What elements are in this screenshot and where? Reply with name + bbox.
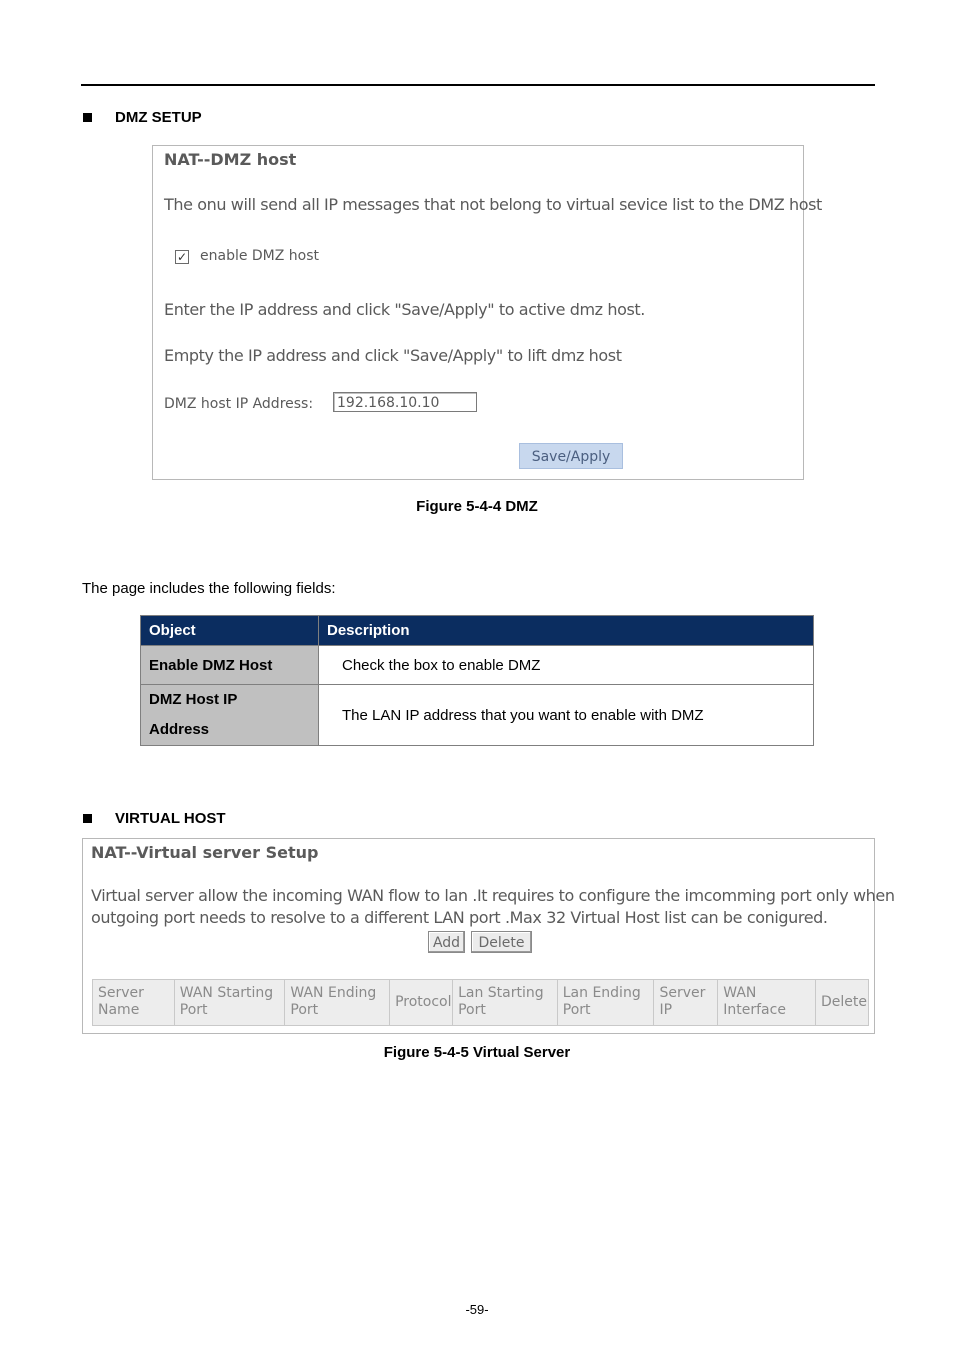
column-header-line1: WAN (723, 985, 757, 1001)
column-header-line2: Name (98, 1002, 140, 1018)
column-header-line1: Server (98, 985, 144, 1001)
row-object-line2: Address (149, 721, 210, 738)
enable-dmz-label: enable DMZ host (200, 248, 320, 264)
column-header-line1: Protocol (395, 994, 452, 1010)
column-header (285, 980, 390, 1025)
column-header (558, 980, 655, 1025)
fields-table (140, 615, 814, 746)
dmz-screenshot (152, 145, 822, 480)
column-header-line1: Lan Ending (562, 985, 641, 1001)
column-header-line2: Port (562, 1002, 591, 1018)
column-header (93, 980, 175, 1025)
column-header-line1: Delete (820, 994, 867, 1010)
column-header-line1: WAN Starting (179, 985, 274, 1001)
bullet-icon (83, 113, 92, 122)
header-description: Description (319, 616, 814, 646)
column-header (816, 980, 868, 1025)
delete-button[interactable]: Delete (471, 931, 532, 953)
virtual-server-screenshot (82, 838, 895, 1034)
row-description: The LAN IP address that you want to enable with DMZ (319, 685, 814, 746)
fields-intro: The page includes the following fields: (82, 580, 336, 597)
column-header-line1: Lan Starting (458, 985, 544, 1001)
page-number: -59- (465, 1302, 489, 1317)
column-header (718, 980, 816, 1025)
header-object: Object (141, 616, 319, 646)
bullet-icon (83, 814, 92, 823)
header-rule (81, 84, 875, 86)
column-header (175, 980, 286, 1025)
enable-dmz-checkbox[interactable]: ✓ (176, 250, 188, 264)
add-button[interactable]: Add (428, 931, 465, 953)
dmz-instruction-clear: Empty the IP address and click "Save/Apply" to lift dmz host (164, 346, 622, 365)
virtual-server-table-header (92, 979, 869, 1026)
vs-title: NAT--Virtual server Setup (91, 843, 319, 862)
row-object-line1: DMZ Host IP (149, 691, 238, 708)
column-header-line2: Port (290, 1002, 319, 1018)
save-apply-button[interactable]: Save/Apply (519, 443, 623, 469)
vs-intro-line2: outgoing port needs to resolve to a different LAN port .Max 32 Virtual Host list can be conigured. (91, 908, 828, 927)
table-header-row (141, 616, 814, 646)
row-object: Enable DMZ Host (141, 646, 319, 685)
column-header-line2: Port (458, 1002, 486, 1018)
dmz-title: NAT--DMZ host (164, 150, 297, 169)
column-header-line2: IP (659, 1002, 673, 1018)
row-description: Check the box to enable DMZ (319, 646, 814, 685)
table-row (141, 685, 814, 746)
dmz-intro: The onu will send all IP messages that not belong to virtual sevice list to the DMZ host (164, 195, 822, 214)
section-heading-virtual: VIRTUAL HOST (115, 810, 226, 827)
dmz-instruction-apply: Enter the IP address and click "Save/Apply" to active dmz host. (164, 300, 645, 319)
row-object (141, 685, 319, 746)
column-header-line1: WAN Ending (290, 985, 377, 1001)
table-row (141, 646, 814, 685)
column-header-line2: Port (179, 1002, 208, 1018)
section-heading-dmz: DMZ SETUP (115, 109, 202, 126)
figure-caption-dmz: Figure 5-4-4 DMZ (416, 498, 538, 515)
dmz-ip-label: DMZ host IP Address: (164, 396, 314, 412)
column-header (654, 980, 718, 1025)
figure-caption-virtual: Figure 5-4-5 Virtual Server (383, 1044, 571, 1061)
vs-intro-line1: Virtual server allow the incoming WAN flow to lan .It requires to configure the imcomming port only when (91, 886, 895, 905)
column-header-line1: Server (659, 985, 706, 1001)
column-header (453, 980, 558, 1025)
column-header (390, 980, 453, 1025)
column-header-line2: Interface (723, 1002, 786, 1018)
dmz-ip-input[interactable]: 192.168.10.10 (333, 392, 477, 412)
